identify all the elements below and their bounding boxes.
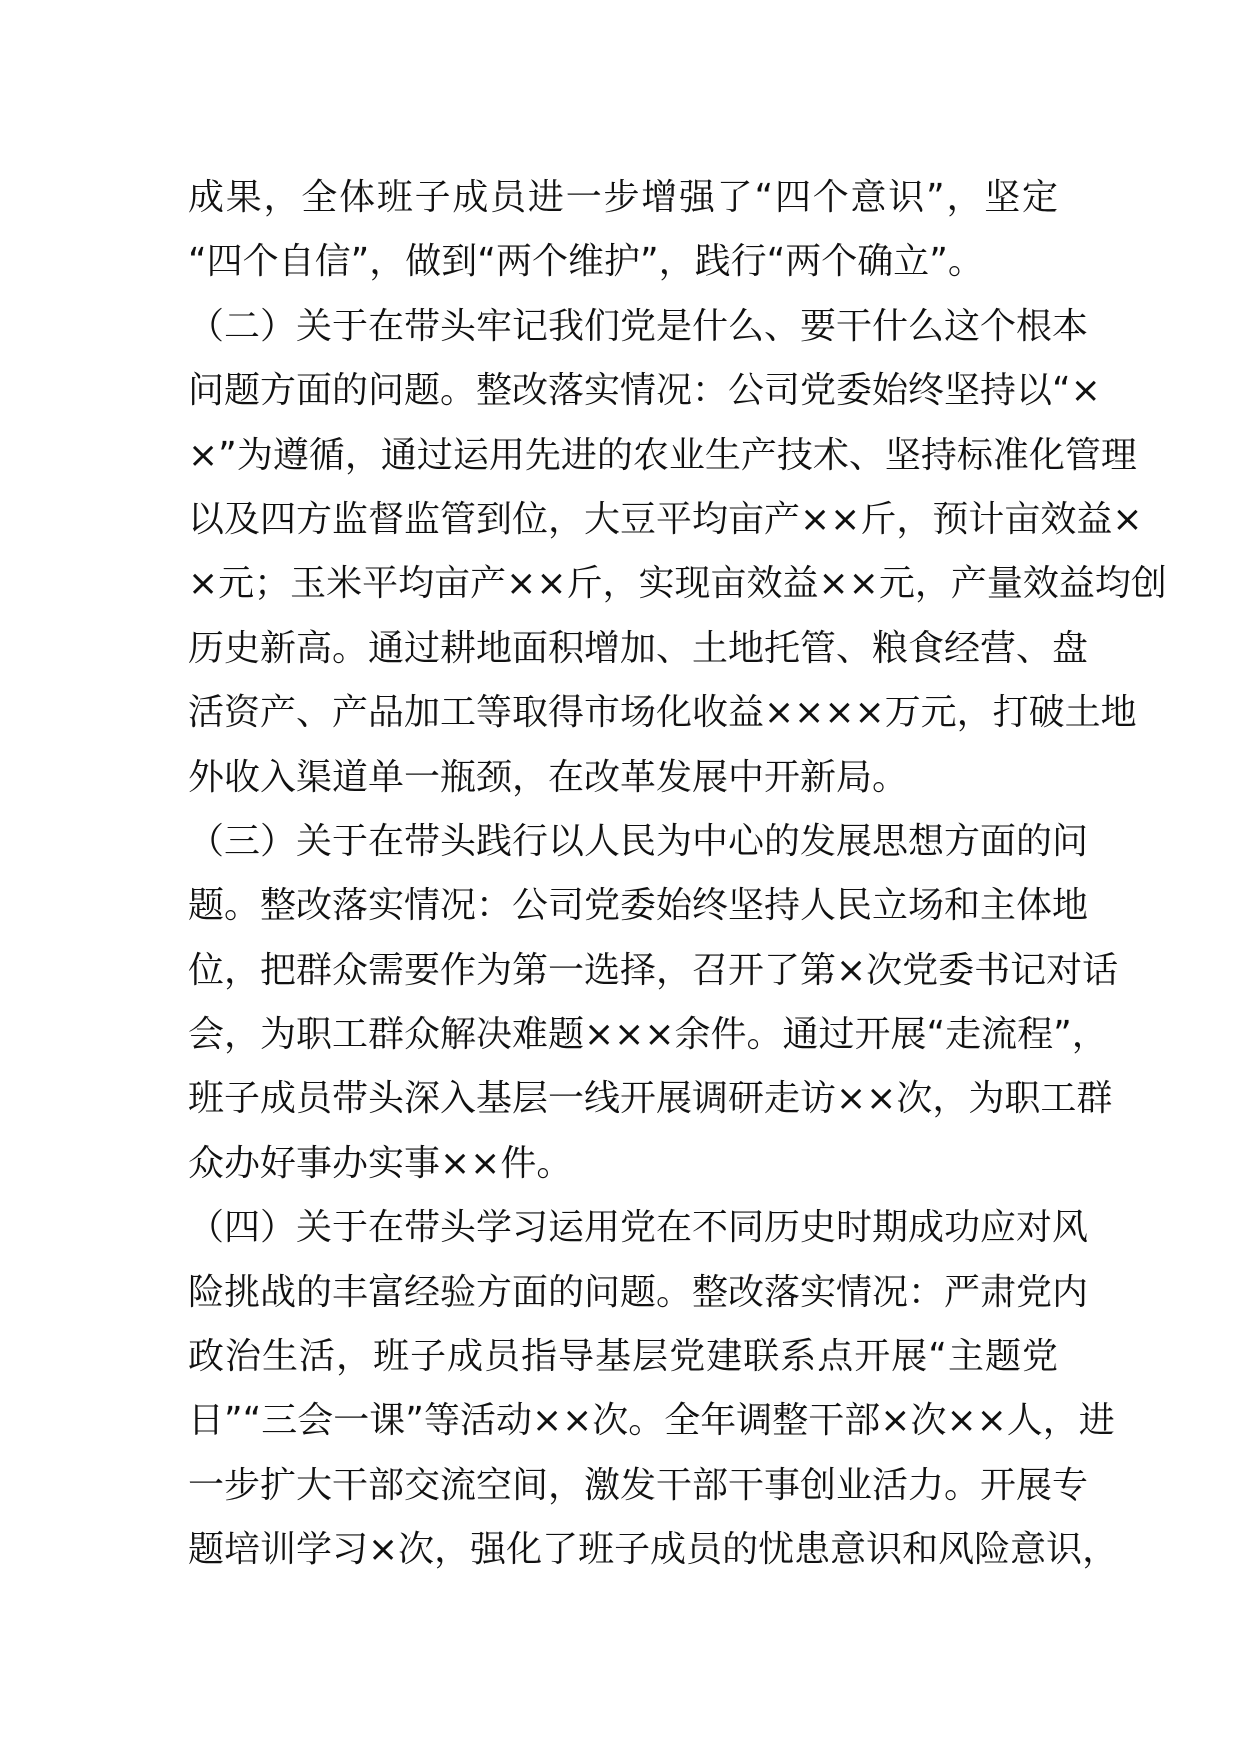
section-heading-line: （二）关于在带头牢记我们党是什么、要干什么这个根本 xyxy=(188,305,1089,347)
text-line: 一步扩大干部交流空间，激发干部干事创业活力。开展专 xyxy=(188,1464,1089,1506)
text-line: 活资产、产品加工等取得市场化收益××××万元，打破土地 xyxy=(188,692,1137,734)
text-line: 以及四方监督监管到位，大豆平均亩产××斤，预计亩效益× xyxy=(188,498,1143,540)
text-line: 外收入渠道单一瓶颈，在改革发展中开新局。 xyxy=(188,756,909,798)
section-heading-line: （三）关于在带头践行以人民为中心的发展思想方面的问 xyxy=(188,820,1089,862)
section-heading-line: （四）关于在带头学习运用党在不同历史时期成功应对风 xyxy=(188,1207,1089,1249)
text-line: ×元；玉米平均亩产××斤，实现亩效益××元，产量效益均创 xyxy=(188,563,1167,605)
text-line: 班子成员带头深入基层一线开展调研走访××次，为职工群 xyxy=(188,1078,1113,1120)
body-text xyxy=(188,166,1167,1583)
text-line: ×”为遵循，通过运用先进的农业生产技术、坚持标准化管理 xyxy=(188,434,1137,476)
text-line: 政治生活，班子成员指导基层党建联系点开展“主题党 xyxy=(188,1336,1058,1378)
text-line: 会，为职工群众解决难题×××余件。通过开展“走流程”， xyxy=(188,1014,1108,1056)
text-line: “四个自信”，做到“两个维护”，践行“两个确立”。 xyxy=(188,241,984,283)
text-line: 众办好事办实事××件。 xyxy=(188,1142,573,1184)
text-line: 日”“三会一课”等活动××次。全年调整干部×次××人，进 xyxy=(188,1400,1115,1442)
text-line: 位，把群众需要作为第一选择，召开了第×次党委书记对话 xyxy=(188,949,1119,991)
text-line: 成果，全体班子成员进一步增强了“四个意识”，坚定 xyxy=(188,177,1058,218)
text-line: 题。整改落实情况：公司党委始终坚持人民立场和主体地 xyxy=(188,885,1089,927)
text-line: 历史新高。通过耕地面积增加、土地托管、粮食经营、盘 xyxy=(188,627,1089,669)
text-line: 问题方面的问题。整改落实情况：公司党委始终坚持以“× xyxy=(188,370,1101,412)
text-line: 题培训学习×次，强化了班子成员的忧患意识和风险意识， xyxy=(188,1529,1119,1571)
text-line: 险挑战的丰富经验方面的问题。整改落实情况：严肃党内 xyxy=(188,1271,1089,1313)
